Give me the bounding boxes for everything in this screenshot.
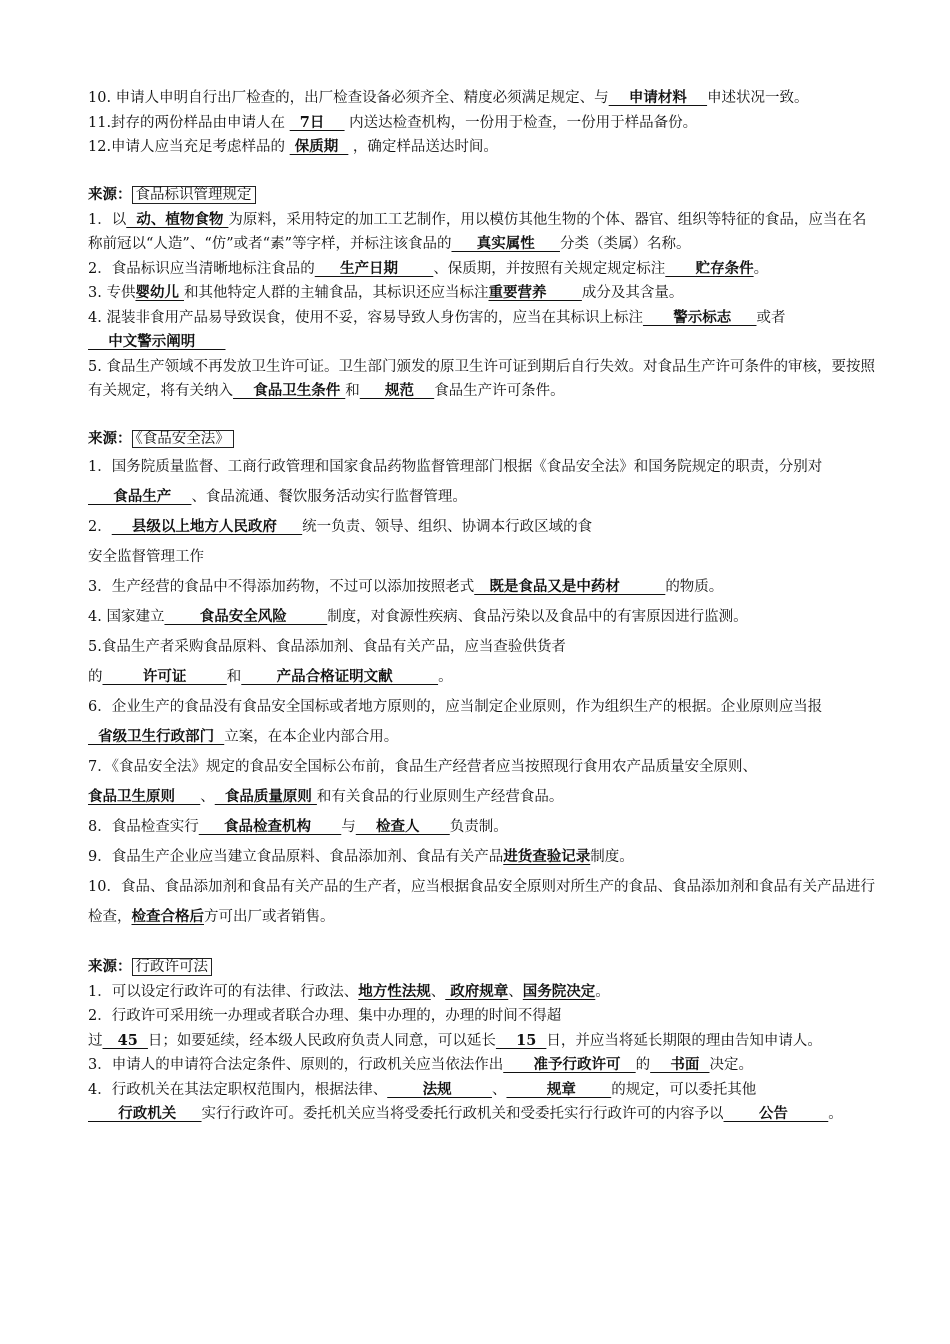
answer-blank: 贮存条件 (665, 259, 754, 277)
item-9: 9．食品生产企业应当建立食品原料、食品添加剂、食品有关产品进货查验记录制度。 (88, 847, 634, 865)
answer-blank: 准予行政许可 (503, 1056, 636, 1073)
document-page (88, 86, 880, 1127)
item-3: 3．生产经营的食品中不得添加药物，不过可以添加按照老式 既是食品又是中药材 的物质。 (88, 577, 724, 595)
answer-blank: 许可证 (102, 667, 227, 685)
answer-blank: 婴幼儿 (135, 284, 185, 301)
answer-blank: 省级卫生行政部门 (88, 727, 225, 745)
answer-blank: 食品检查机构 (198, 817, 342, 835)
section-administrative-license-law (88, 954, 880, 1127)
item-11: 11.封存的两份样品由申请人在 7日 内送达检查机构，一份用于检查，一份用于样品备份。 (88, 113, 698, 131)
answer-blank: 行政机关 (88, 1105, 202, 1122)
item-5: 5. 食品生产领域不再发放卫生许可证。卫生部门颁发的原卫生许可证到期后自行失效。对食品生产许可条件的审核，要按照有关规定，将有关纳入 食品卫生条件 和 规范 食品生产许可条件。 (88, 358, 875, 399)
item-4: 4. 混装非食用产品易导致误食，使用不妥，容易导致人身伤害的，应当在其标识上标注 警示标志 或者 中文警示阐明 (88, 308, 786, 350)
answer-blank: 既是食品又是中药材 (474, 577, 666, 595)
answer-blank: 规范 (359, 382, 435, 399)
item-4: 4. 国家建立 食品安全风险 制度，对食源性疾病、食品污染以及食品中的有害原因进行监测。 (88, 607, 748, 625)
item-6: 6．企业生产的食品没有食品安全国标或者地方原则的，应当制定企业原则，作为组织生产的根据。企业原则应当报 省级卫生行政部门 立案，在本企业内部合用。 (88, 698, 823, 745)
answer-blank: 食品质量原则 (214, 787, 317, 805)
answer-blank: 申请材料 (608, 89, 708, 106)
answer-blank: 真实属性 (451, 235, 560, 252)
item-3: 3．申请人的申请符合法定条件、原则的，行政机关应当依法作出 准予行政许可 的 书面 决定。 (88, 1056, 753, 1073)
item-4: 4．行政机关在其法定职权范围内，根据法律、 法规 、 规章 的规定，可以委托其他 行政机关 实行行政许可。委托机关应当将受委托行政机关和受委托实行行政许可的内容予以 公告 。 (88, 1080, 843, 1122)
answer-blank: 7日 (289, 113, 345, 131)
item-12: 12.申请人应当充足考虑样品的 保质期 ，确定样品送达时间。 (88, 138, 498, 155)
source-heading: 来源： 行政许可法 (88, 954, 880, 980)
answer-blank: 县级以上地方人民政府 (111, 517, 303, 535)
item-1: 1．国务院质量监督、工商行政管理和国家食品药物监督管理部门根据《食品安全法》和国务院规定的职责，分别对 食品生产 、食品流通、餐饮服务活动实行监督管理。 (88, 458, 823, 505)
answer-blank: 政府规章 (445, 982, 509, 1000)
source-name-box: 《食品安全法》 (132, 430, 234, 448)
answer-blank: 45 (102, 1031, 148, 1049)
item-1: 1．可以设定行政许可的有法律、行政法、地方性法规、 政府规章、国务院决定。 (88, 982, 610, 1000)
answer-blank: 动、植物食物 (126, 210, 229, 228)
answer-blank: 食品卫生原则 (88, 787, 201, 805)
answer-blank: 食品卫生条件 (233, 382, 346, 399)
item-5: 5.食品生产者采购食品原料、食品添加剂、食品有关产品，应当查验供货者 的 许可证 和 产品合格证明文献 。 (88, 638, 566, 685)
answer-blank: 警示标志 (642, 308, 757, 326)
answer-blank: 地方性法规 (358, 982, 431, 1000)
item-1: 1．以 动、植物食物 为原料，采用特定的加工工艺制作，用以模仿其他生物的个体、器官、组织等特征的食品，应当在名称前冠以“人造”、“仿”或者“素”等字样，并标注该食品的 真实属性 分类（类属）名称。 (88, 210, 867, 252)
answer-blank: 检查合格后 (131, 907, 204, 925)
source-heading: 来源： 食品标识管理规定 (88, 182, 880, 208)
answer-blank: 食品安全风险 (164, 607, 328, 625)
section-food-safety-law (88, 426, 880, 932)
answer-blank: 食品生产 (88, 487, 192, 505)
answer-blank: 中文警示阐明 (88, 333, 226, 350)
item-3: 3. 专供婴幼儿 和其他特定人群的主辅食品，其标识还应当标注重要营养 成分及其含量。 (88, 284, 684, 301)
answer-blank: 国务院决定 (522, 982, 596, 1000)
answer-blank: 法规 (387, 1080, 492, 1098)
answer-blank: 生产日期 (314, 259, 434, 277)
section-sample-rules (88, 86, 880, 160)
item-8: 8．食品检查实行 食品检查机构 与 检查人 负责制。 (88, 817, 508, 835)
source-name-box: 食品标识管理规定 (132, 186, 256, 204)
item-2: 2．食品标识应当清晰地标注食品的 生产日期 、保质期，并按照有关规定规定标注 贮存条件。 (88, 259, 769, 277)
answer-blank: 检查人 (355, 817, 450, 835)
answer-blank: 公告 (723, 1105, 829, 1122)
answer-blank: 重要营养 (488, 284, 582, 301)
item-2: 2． 县级以上地方人民政府 统一负责、领导、组织、协调本行政区域的食 安全监督管理工作 (88, 517, 593, 565)
answer-blank: 规章 (506, 1080, 612, 1098)
source-name-box: 行政许可法 (132, 958, 213, 976)
section-food-label-rules (88, 182, 880, 404)
answer-blank: 产品合格证明文献 (241, 667, 439, 685)
item-7: 7．《食品安全法》规定的食品安全国标公布前，食品生产经营者应当按照现行食用农产品质量安全原则、食品卫生原则 、 食品质量原则 和有关食品的行业原则生产经营食品。 (88, 758, 757, 805)
source-heading: 来源： 《食品安全法》 (88, 426, 880, 452)
answer-blank: 书面 (650, 1056, 710, 1073)
answer-blank: 保质期 (289, 138, 349, 155)
answer-blank: 进货查验记录 (503, 847, 591, 865)
answer-blank: 15 (495, 1031, 547, 1049)
item-10: 10．食品、食品添加剂和食品有关产品的生产者，应当根据食品安全原则对所生产的食品、食品添加剂和食品有关产品进行检查，检查合格后方可出厂或者销售。 (88, 878, 875, 925)
item-2: 2．行政许可采用统一办理或者联合办理、集中办理的，办理的时间不得超 过 45 日；如要延续，经本级人民政府负责人同意，可以延长 15 日，并应当将延长期限的理由告知申请人。 (88, 1008, 822, 1049)
item-10: 10. 申请人申明自行出厂检查的，出厂检查设备必须齐全、精度必须满足规定、与 申请材料 申述状况一致。 (88, 89, 809, 106)
